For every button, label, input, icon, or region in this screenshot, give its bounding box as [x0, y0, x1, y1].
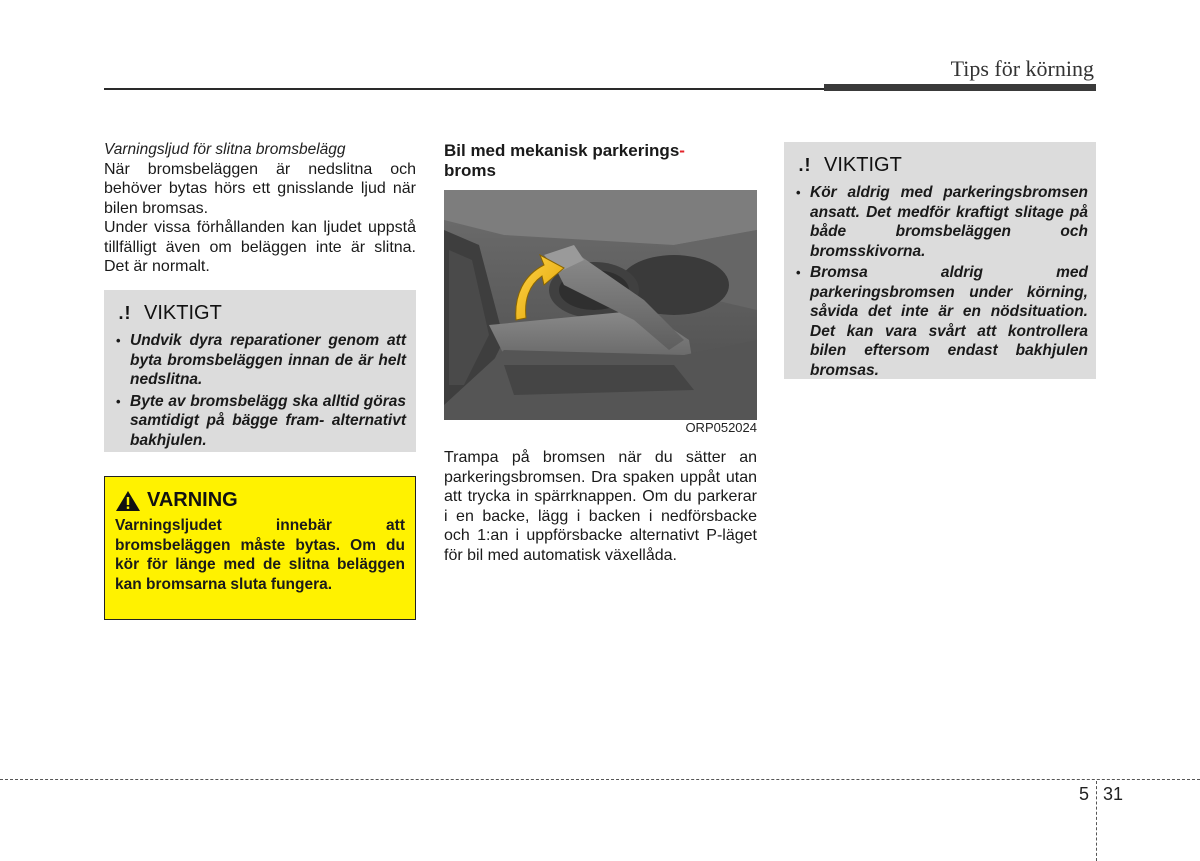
- heading-text: Bil med mekanisk parkerings: [444, 141, 680, 160]
- header-rule-accent: [824, 84, 1096, 91]
- warning-triangle-icon: [115, 490, 141, 512]
- notice-title: VIKTIGT: [824, 154, 902, 176]
- notice-list: [794, 183, 1088, 380]
- notice-list: [114, 331, 406, 450]
- parking-brake-illustration: [444, 190, 757, 420]
- image-caption: ORP052024: [685, 420, 757, 435]
- section-subheading: Varningsljud för slitna bromsbelägg: [104, 141, 346, 158]
- viktigt-notice-box: [784, 142, 1096, 379]
- warning-heading: [115, 489, 405, 512]
- viktigt-notice-box: [104, 290, 416, 452]
- middle-column-text: [444, 448, 757, 565]
- header-rule: [104, 88, 824, 90]
- section-heading: [444, 141, 757, 181]
- heading-hyphen: -: [679, 141, 685, 160]
- left-column-text: [104, 140, 416, 277]
- warning-text: Varningsljudet innebär att bromsbeläggen måste bytas. Om du kör för länge med de slitna beläggen kan bromsarna sluta fungera.: [115, 517, 405, 593]
- warning-box: [104, 476, 416, 620]
- list-item: • Kör aldrig med parkeringsbromsen ansatt. Det medför kraftigt slitage på både bromsbeläggen och bromsskivorna.: [794, 183, 1088, 261]
- list-item: • Bromsa aldrig med parkeringsbromsen under körning, såvida det inte är en nödsituation. Det kan vara svårt att kontrollera bilen eftersom endast bakhjulen bromsas.: [794, 263, 1088, 380]
- list-item: • Byte av bromsbelägg ska alltid göras samtidigt på bägge fram- alternativt bakhjulen.: [114, 392, 406, 451]
- warning-title: VARNING: [147, 489, 238, 511]
- paragraph: Under vissa förhållanden kan ljudet uppstå tillfälligt även om beläggen inte är slitna. Det är normalt.: [104, 219, 416, 275]
- chapter-number: 5: [1079, 784, 1090, 804]
- paragraph: När bromsbeläggen är nedslitna och behöver bytas hörs ett gnisslande ljud när bilen bromsas.: [104, 160, 416, 217]
- exclamation-icon: .!: [798, 155, 812, 175]
- heading-text: broms: [444, 161, 496, 180]
- exclamation-icon: .!: [118, 303, 132, 323]
- list-item: • Undvik dyra reparationer genom att byta bromsbeläggen innan de är helt nedslitna.: [114, 331, 406, 390]
- page-header-title: Tips för körning: [950, 56, 1094, 81]
- footer-divider: [1096, 781, 1097, 861]
- section-heading-block: [444, 141, 757, 181]
- notice-title: VIKTIGT: [144, 302, 222, 324]
- parking-brake-photo: [444, 190, 757, 420]
- footer-rule: [0, 779, 1200, 780]
- paragraph: Trampa på bromsen när du sätter an parkeringsbromsen. Dra spaken uppåt utan att trycka in spärrknappen. Om du parkerar i en backe, lägg i backen i nedförsbacke och 1:an i uppförsbacke alternativt P-läget för bil med automatisk växellåda.: [444, 449, 757, 564]
- page-number: 31: [1103, 784, 1124, 804]
- notice-heading: [794, 154, 1088, 177]
- notice-heading: [114, 302, 406, 325]
